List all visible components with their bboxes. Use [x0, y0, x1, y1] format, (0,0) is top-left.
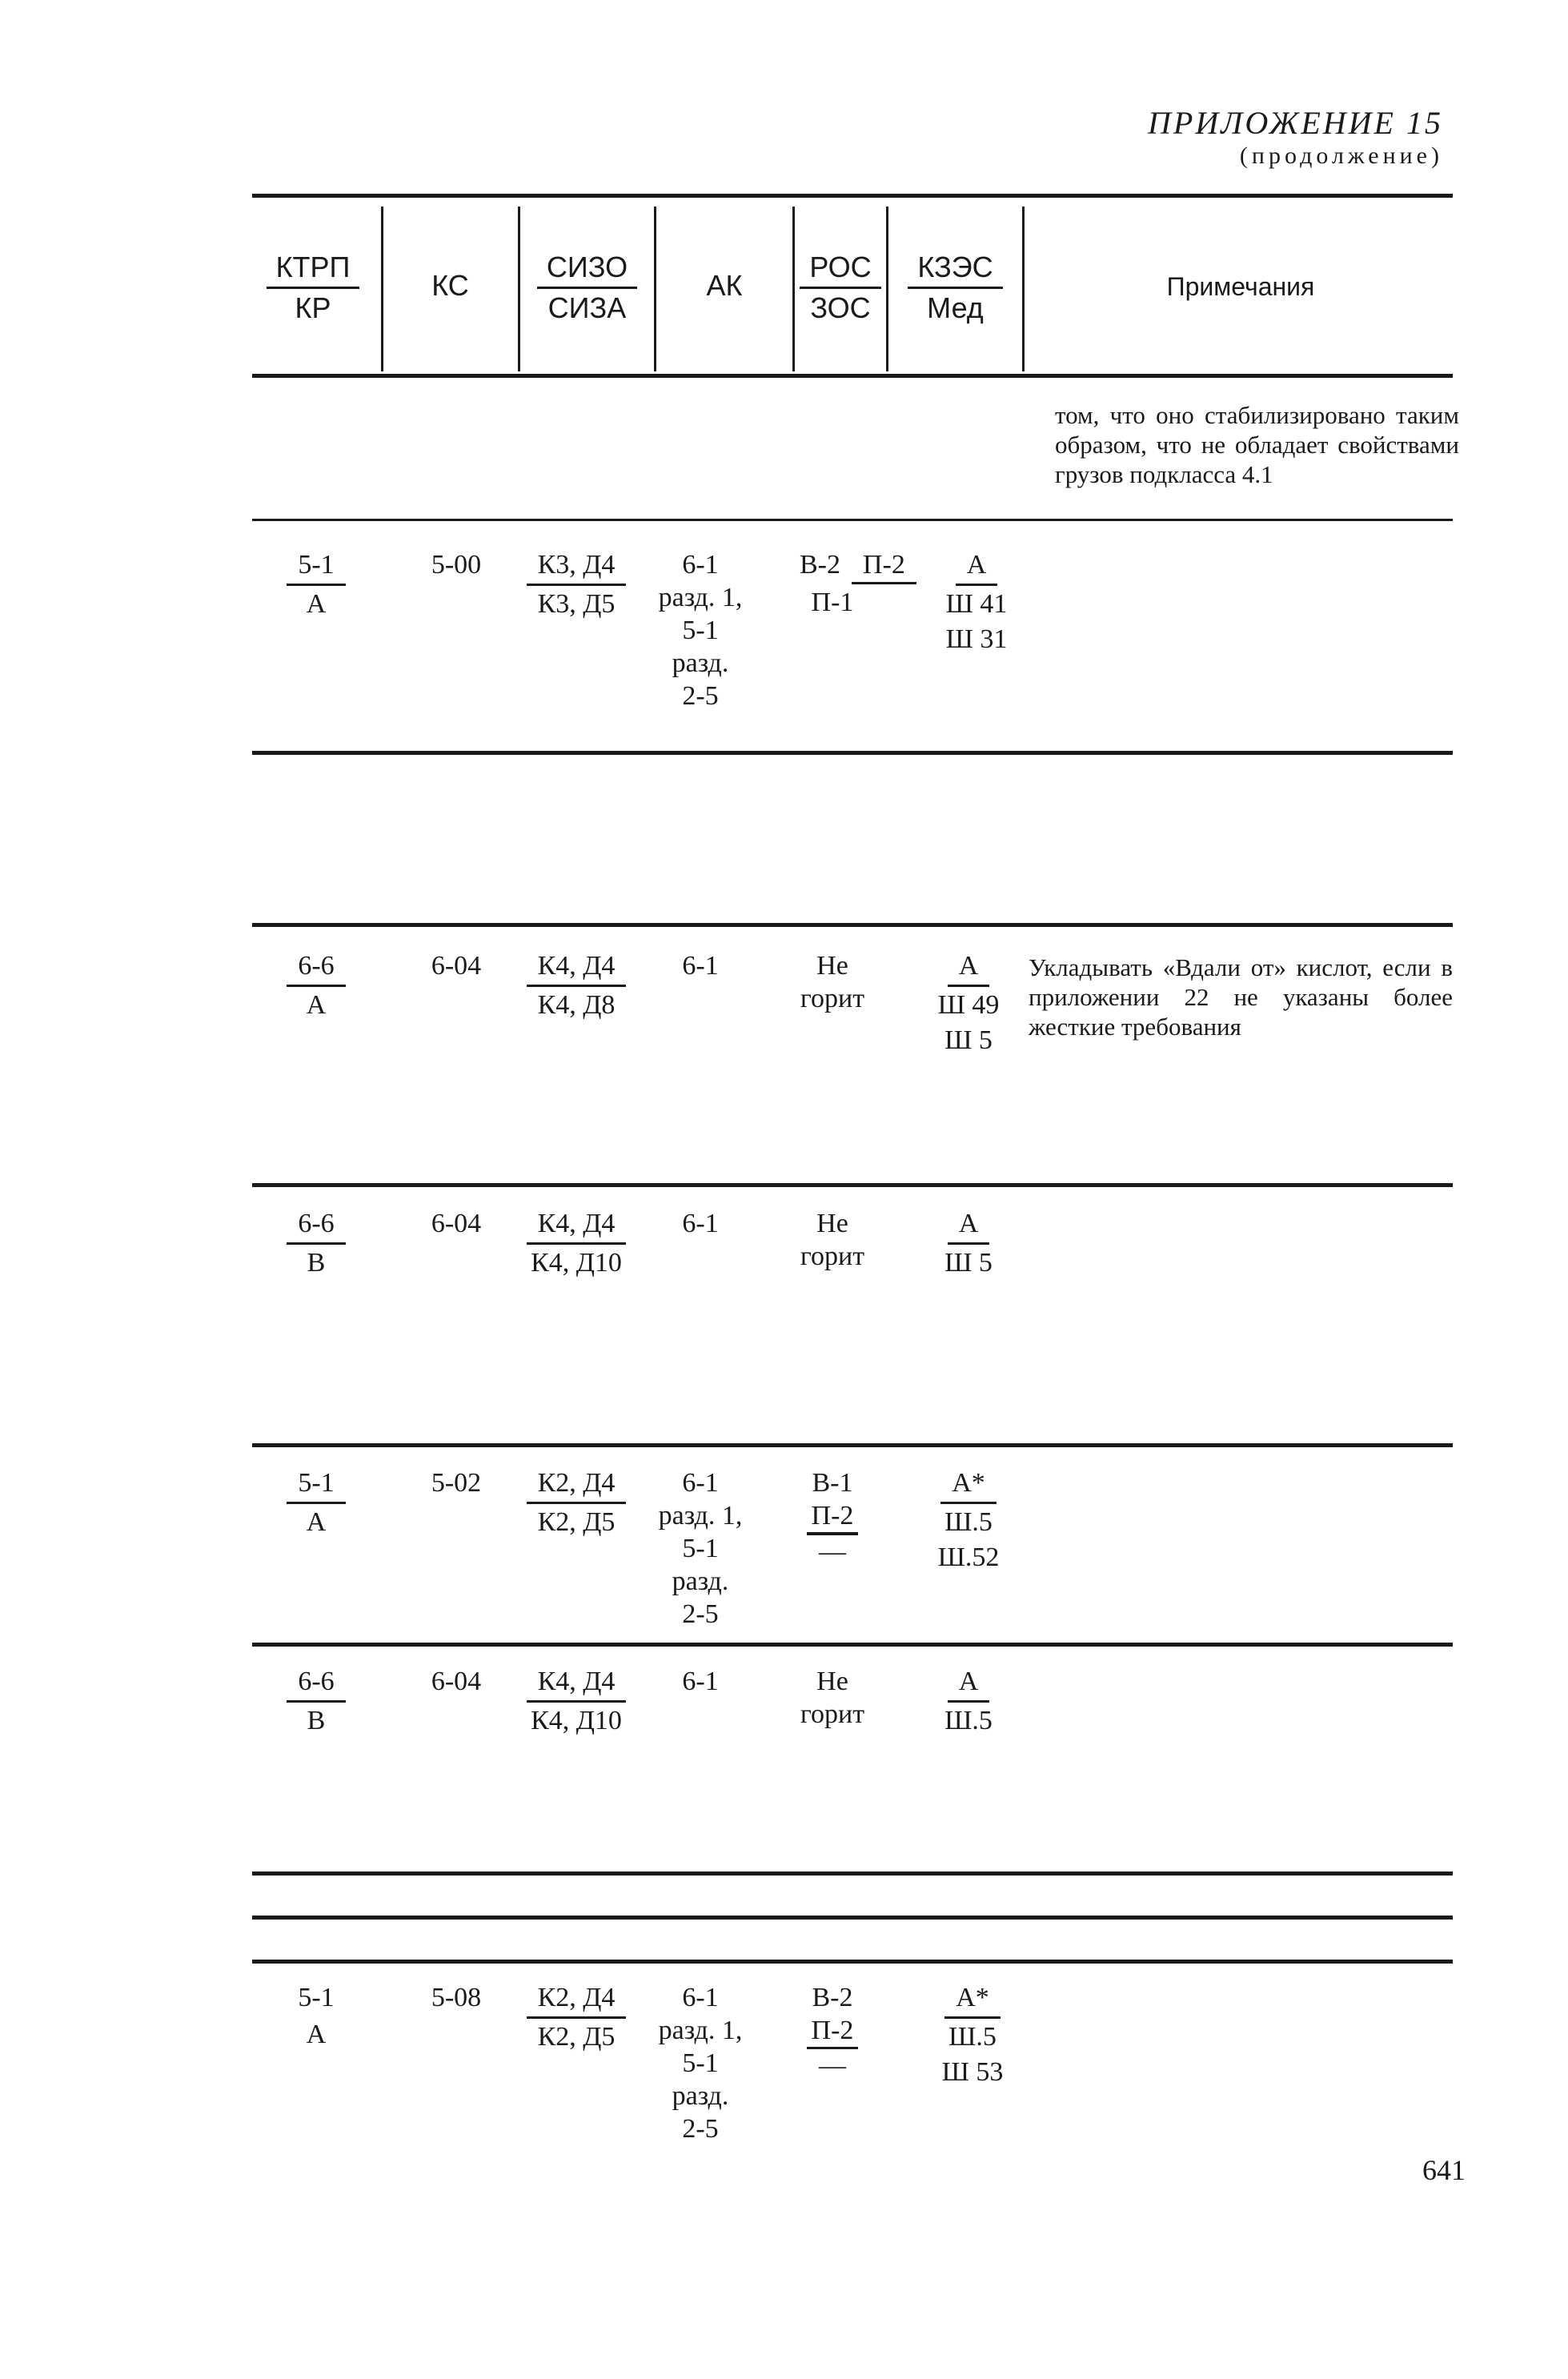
row-rule [252, 1960, 1453, 1964]
page-number: 641 [1422, 2154, 1466, 2186]
header-ks: КС [431, 269, 469, 302]
ks-cell: 6-04 [431, 951, 482, 981]
kzes-med-cell: А Ш.5 [944, 1667, 993, 1735]
ktrp-kr-cell: 6-6 В [272, 1207, 360, 1280]
col-separator [381, 207, 383, 371]
header-notes: Примечания [1166, 272, 1315, 301]
ktrp-kr-cell: 5-1 А [272, 548, 360, 621]
table-top-rule [252, 194, 1453, 198]
header-ros-zos: РОС ЗОС [795, 250, 886, 326]
row-rule [252, 1443, 1453, 1447]
ks-cell: 5-08 [431, 1983, 482, 2012]
row-rule [252, 923, 1453, 927]
ros-zos-cell: В-2 П-2 — [788, 1981, 876, 2082]
ros-zos-cell: В-2 П-2 П-1 [788, 548, 876, 620]
ktrp-kr-cell: 6-6 В [272, 1665, 360, 1738]
kzes-med-cell: А Ш 49 Ш 5 [937, 951, 1000, 1055]
row-rule [252, 1916, 1453, 1920]
header-sizo-siza: СИЗО СИЗА [520, 250, 654, 326]
kzes-med-cell: А* Ш.5 Ш 53 [941, 1983, 1004, 2087]
ak-cell: 6-1 разд. 1, 5-1 разд. 2-5 [658, 1468, 743, 1629]
row-rule [252, 1183, 1453, 1187]
ktrp-kr-cell: 6-6 А [272, 949, 360, 1022]
ak-cell: 6-1 [682, 951, 719, 981]
ks-cell: 5-00 [431, 550, 482, 580]
sizo-siza-cell: К4, Д4 К4, Д10 [500, 1207, 652, 1280]
continued-note: том, что оно стабилизировано таким образом, что не обладает свойствами грузов подкласса 4.1 [1055, 401, 1459, 488]
ros-zos-cell: Не горит [800, 1667, 865, 1729]
appendix-title: ПРИЛОЖЕНИЕ 15 [1148, 105, 1443, 141]
header-ktrp-kr: КТРП КР [245, 250, 381, 326]
ak-cell: 6-1 разд. 1, 5-1 разд. 2-5 [658, 1983, 743, 2144]
row-rule [252, 519, 1453, 521]
row-rule [252, 1872, 1453, 1876]
ak-cell: 6-1 разд. 1, 5-1 разд. 2-5 [658, 550, 743, 711]
sizo-siza-cell: К4, Д4 К4, Д10 [500, 1665, 652, 1738]
ros-zos-cell: Не горит [800, 1209, 865, 1271]
kzes-med-cell: А* Ш.5 Ш.52 [937, 1468, 1000, 1572]
row-note: Укладывать «Вдали от» кислот, если в приложении 22 не указаны более жесткие требования [1029, 953, 1453, 1041]
sizo-siza-cell: К4, Д4 К4, Д8 [500, 949, 652, 1022]
kzes-med-cell: А Ш 41 Ш 31 [945, 550, 1008, 654]
appendix-subtitle: (продолжение) [1239, 142, 1443, 169]
header-kzes-med: КЗЭС Мед [888, 250, 1022, 326]
ks-cell: 6-04 [431, 1667, 482, 1696]
row-rule [252, 1643, 1453, 1647]
kzes-med-cell: А Ш 5 [944, 1209, 993, 1278]
sizo-siza-cell: К2, Д4 К2, Д5 [500, 1981, 652, 2054]
header-bottom-rule [252, 374, 1453, 378]
ak-cell: 6-1 [682, 1209, 719, 1238]
sizo-siza-cell: К3, Д4 К3, Д5 [500, 548, 652, 621]
ak-cell: 6-1 [682, 1667, 719, 1696]
ktrp-kr-cell: 5-1 А [298, 1983, 335, 2049]
ros-zos-cell: Не горит [800, 951, 865, 1013]
ros-zos-cell: В-1 П-2 — [788, 1466, 876, 1568]
ks-cell: 6-04 [431, 1209, 482, 1238]
row-rule [252, 751, 1453, 755]
header-ak: АК [706, 269, 743, 302]
ktrp-kr-cell: 5-1 А [272, 1466, 360, 1539]
col-separator [1022, 207, 1025, 371]
ks-cell: 5-02 [431, 1468, 482, 1498]
sizo-siza-cell: К2, Д4 К2, Д5 [500, 1466, 652, 1539]
